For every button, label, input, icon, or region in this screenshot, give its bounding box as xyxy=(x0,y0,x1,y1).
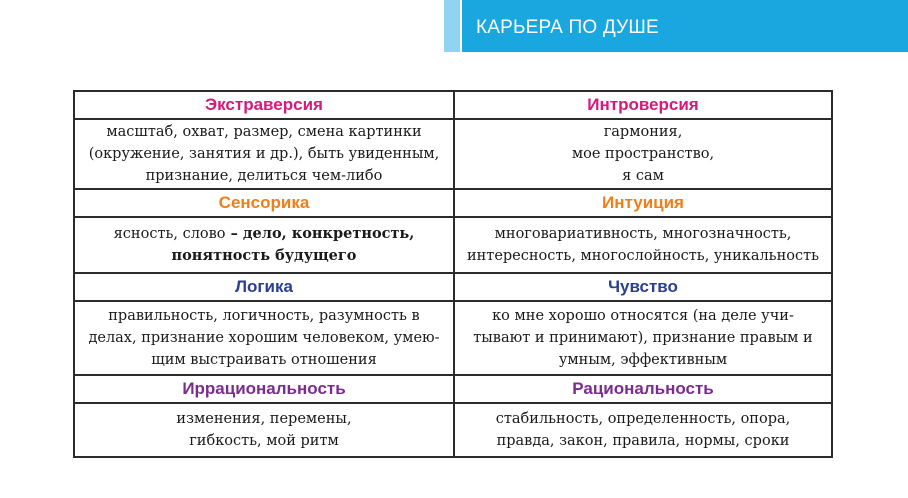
text-line xyxy=(83,223,445,245)
text-line: правильность, логичность, разумность в xyxy=(108,308,420,324)
header-accent-strip xyxy=(444,0,460,52)
text-line: многовариативность, многозначность, xyxy=(494,226,792,242)
text-line: интересность, многослойность, уникальность xyxy=(466,248,820,264)
text-line: умным, эффективным xyxy=(558,352,728,368)
text-line: мое пространство, xyxy=(571,146,715,162)
intuition-heading: Интуиция xyxy=(454,189,832,217)
irrational-description xyxy=(74,403,454,457)
table-row xyxy=(74,91,832,119)
text-line: тывают и принимают), признание правым и xyxy=(473,330,813,346)
extraversion-heading: Экстраверсия xyxy=(74,91,454,119)
text-line: ко мне хорошо относятся (на деле учи- xyxy=(492,308,794,324)
text-fragment: ясность, слово xyxy=(113,226,226,242)
irrational-heading: Иррациональность xyxy=(74,375,454,403)
text-line: изменения, перемены, xyxy=(176,411,352,427)
text-line: понятность будущего xyxy=(171,247,357,264)
sensing-description xyxy=(74,217,454,273)
header-bar xyxy=(462,0,908,52)
introversion-heading: Интроверсия xyxy=(454,91,832,119)
personality-traits-table xyxy=(73,90,833,458)
table-row xyxy=(74,301,832,375)
page-title: КАРЬЕРА ПО ДУШЕ xyxy=(476,17,659,38)
sensing-heading: Сенсорика xyxy=(74,189,454,217)
text-line: стабильность, определенность, опора, xyxy=(495,411,791,427)
text-line: щим выстраивать отношения xyxy=(151,352,377,368)
logic-description xyxy=(74,301,454,375)
text-line: масштаб, охват, размер, смена картинки xyxy=(106,124,422,140)
feeling-description xyxy=(454,301,832,375)
text-line: правда, закон, правила, нормы, сроки xyxy=(496,433,790,449)
extraversion-description xyxy=(74,119,454,189)
logic-heading: Логика xyxy=(74,273,454,301)
text-line: признание, делиться чем-либо xyxy=(145,168,383,184)
text-line: делах, признание хорошим человеком, умею- xyxy=(88,330,440,346)
table-row xyxy=(74,375,832,403)
table-row xyxy=(74,273,832,301)
text-line: я сам xyxy=(622,168,664,184)
table-row xyxy=(74,217,832,273)
table-row xyxy=(74,189,832,217)
text-line: (окружение, занятия и др.), быть увиденным, xyxy=(88,146,440,162)
text-line: гибкость, мой ритм xyxy=(189,433,339,449)
table-row xyxy=(74,119,832,189)
rational-heading: Рациональность xyxy=(454,375,832,403)
table-row xyxy=(74,403,832,457)
rational-description xyxy=(454,403,832,457)
intuition-description xyxy=(454,217,832,273)
text-fragment-bold: – дело, конкретность, xyxy=(225,225,415,242)
text-line: гармония, xyxy=(603,124,683,140)
introversion-description xyxy=(454,119,832,189)
feeling-heading: Чувство xyxy=(454,273,832,301)
